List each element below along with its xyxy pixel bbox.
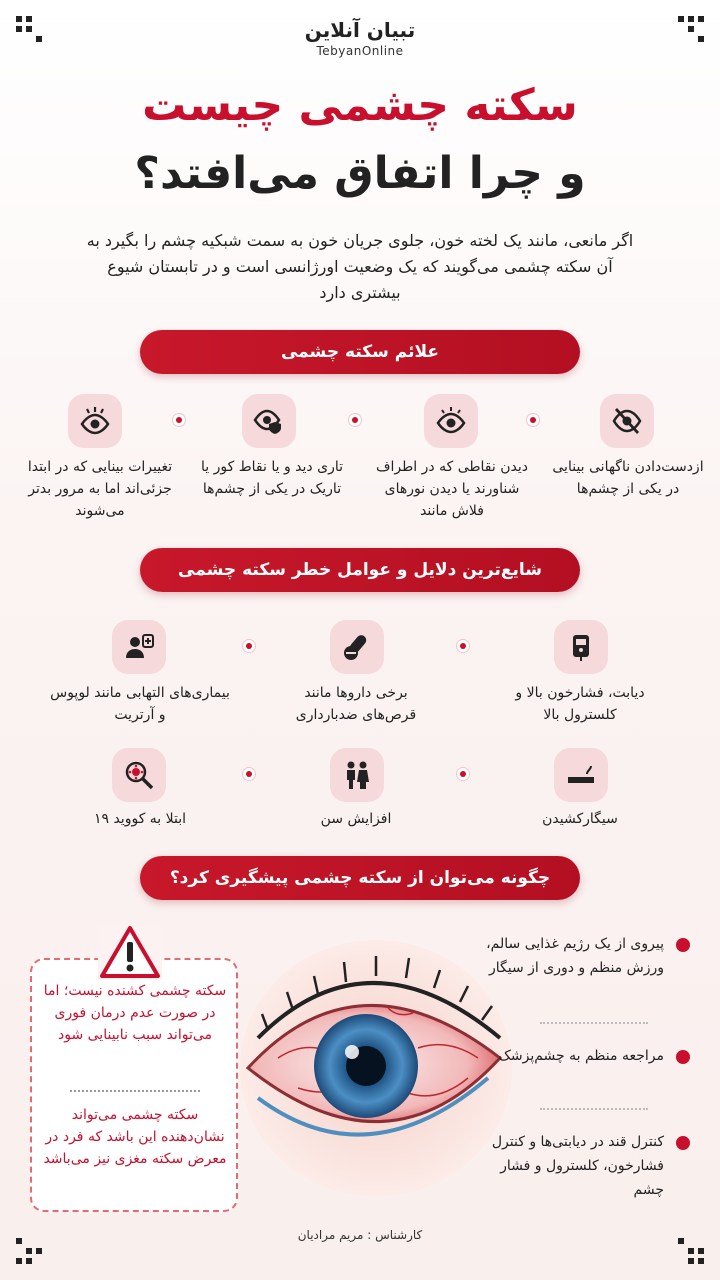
- prevention-item: [480, 1044, 690, 1068]
- page-subtitle: و چرا اتفاق می‌افتد؟: [134, 148, 586, 199]
- separator-dot: [172, 413, 186, 427]
- prevention-text: کنترل قند در دیابتی‌ها و کنترل فشارخون، کلسترول و فشار چشم: [491, 1134, 664, 1198]
- bullet-dot: [676, 938, 690, 952]
- symptom-text: دیدن نقاطی که در اطراف شناورند یا دیدن نورهای فلاش مانند: [376, 459, 528, 519]
- separator-dot: [242, 639, 256, 653]
- separator-dot: [456, 639, 470, 653]
- logo-text-fa: تبیان آنلاین: [304, 18, 416, 42]
- separator-dot: [242, 767, 256, 781]
- bloodshot-eye-illustration: [238, 918, 514, 1206]
- separator-dot: [456, 767, 470, 781]
- cause-text: برخی داروها مانند قرص‌های ضدبارداری: [295, 685, 417, 723]
- prevention-text: پیروی از یک رژیم غذایی سالم، ورزش منظم و دوری از سیگار: [486, 936, 664, 976]
- bullet-dot: [676, 1050, 690, 1064]
- eye-slash-icon: [600, 394, 654, 448]
- patient-plus-icon: [112, 620, 166, 674]
- cause-text: افزایش سن: [320, 811, 392, 827]
- divider: [540, 1022, 648, 1024]
- intro-paragraph: اگر مانعی، مانند یک لخته خون، جلوی جریان خون به سمت شبکیه چشم را بگیرد به آن سکته چشمی می‌گویند که یک وضعیت اورژانسی است و در تابستان شیوع بیشتری دارد: [86, 231, 634, 302]
- eye-shield-icon: [242, 394, 296, 448]
- separator-dot: [526, 413, 540, 427]
- cigarette-icon: [554, 748, 608, 802]
- cause-text: بیماری‌های التهابی مانند لوپوس و آرتریت: [50, 685, 230, 723]
- page-title: سکته چشمی چیست: [142, 80, 578, 131]
- divider: [540, 1108, 648, 1110]
- cause-text: سیگارکشیدن: [542, 811, 618, 827]
- eye-flash-icon: [424, 394, 478, 448]
- prevention-item: [480, 932, 690, 980]
- pills-icon: [330, 620, 384, 674]
- eye-alert-icon: [68, 394, 122, 448]
- warning-text: سکته چشمی می‌تواند نشان‌دهنده این باشد که فرد در معرض سکته مغزی نیز می‌باشد: [43, 1107, 227, 1167]
- cause-text: دیابت، فشارخون بالا و کلسترول بالا: [515, 685, 645, 723]
- symptom-text: تاری دید و یا نقاط کور یا تاریک در یکی از چشم‌ها: [201, 459, 343, 497]
- causes-heading: شایع‌ترین دلایل و عوامل خطر سکته چشمی: [140, 548, 580, 592]
- symptoms-heading: علائم سکته چشمی: [140, 330, 580, 374]
- separator-dot: [348, 413, 362, 427]
- prevention-item: [480, 1130, 690, 1202]
- prevention-heading: چگونه می‌توان از سکته چشمی پیشگیری کرد؟: [140, 856, 580, 900]
- bullet-dot: [676, 1136, 690, 1150]
- cause-text: ابتلا به کووید ۱۹: [93, 811, 187, 827]
- prevention-text: مراجعه منظم به چشم‌پزشک: [498, 1048, 664, 1064]
- symptom-text: تغییرات بینایی که در ابتدا جزئی‌اند اما به مرور بدتر می‌شوند: [27, 459, 173, 519]
- logo-text-en: TebyanOnline: [316, 44, 404, 58]
- divider: [70, 1090, 200, 1092]
- symptom-text: ازدست‌دادن ناگهانی بینایی در یکی از چشم‌ها: [552, 459, 704, 497]
- elderly-couple-icon: [330, 748, 384, 802]
- brand-logo: [0, 18, 720, 58]
- virus-magnifier-icon: [112, 748, 166, 802]
- glucose-meter-icon: [554, 620, 608, 674]
- warning-triangle-icon: [98, 924, 162, 980]
- author-credit: کارشناس : مریم مرادیان: [297, 1228, 423, 1242]
- warning-text: سکته چشمی کشنده نیست؛ اما در صورت عدم درمان فوری می‌تواند سبب نابینایی شود: [43, 983, 227, 1043]
